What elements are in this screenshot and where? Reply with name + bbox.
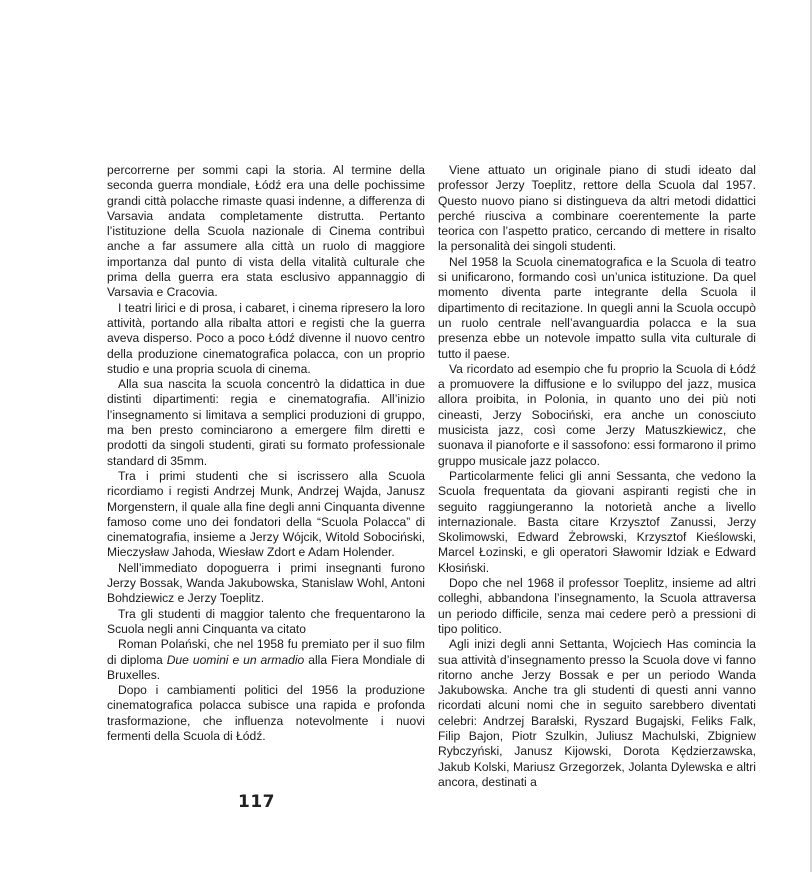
paragraph: Dopo che nel 1968 il professor Toeplitz, insieme ad altri colleghi, abbandona l’insegnamento, la Scuola attraversa un periodo difficile, senza mai cedere però a pressioni di tipo politico.	[438, 576, 756, 636]
left-text-column	[107, 163, 425, 744]
paragraph: Tra i primi studenti che si iscrissero alla Scuola ricordiamo i registi Andrzej Munk, Andrzej Wajda, Janusz Morgenstern, il quale alla fine degli anni Cinquanta divenne famoso come uno dei fondatori della “Scuola Polacca” di cinematografia, insieme a Jerzy Wójcik, Witold Sobociński, Mieczysław Jahoda, Wiesław Zdort e Adam Holender.	[107, 468, 425, 560]
paragraph	[107, 637, 425, 683]
film-title: Due uomini e un armadio	[166, 652, 305, 667]
right-text-column	[438, 163, 756, 790]
paragraph: Va ricordato ad esempio che fu proprio la Scuola di Łódź a promuovere la diffusione e lo sviluppo del jazz, musica allora proibita, in Polonia, in quanto uno dei più noti cineasti, Jerzy Sobociński, era anche un conosciuto musicista jazz, così come Jerzy Matuszkiewicz, che suonava il pianoforte e il sassofono: essi formarono il primo gruppo musicale jazz polacco.	[438, 361, 756, 468]
paragraph-text: Roman Polański, che nel 1958 fu premiato per il suo film di diploma	[107, 637, 425, 667]
paragraph: Tra gli studenti di maggior talento che frequentarono la Scuola negli anni Cinquanta va citato	[107, 606, 425, 636]
paragraph: percorrerne per sommi capi la storia. Al termine della seconda guerra mondiale, Łódź era una delle pochissime grandi città polacche rimaste quasi indenne, a differenza di Varsavia andata completamente distrutta. Pertanto l’istituzione della Scuola nazionale di Cinema contribuì anche a far assumere alla città un ruolo di maggiore importanza dal punto di vista della vitalità culturale che prima della guerra era stata esclusivo appannaggio di Varsavia e Cracovia.	[107, 163, 425, 300]
paragraph: Nell’immediato dopoguerra i primi insegnanti furono Jerzy Bossak, Wanda Jakubowska, Stanislaw Wohl, Antoni Bohdziewicz e Jerzy Toeplitz.	[107, 560, 425, 606]
paragraph: Dopo i cambiamenti politici del 1956 la produzione cinematografica polacca subisce una rapida e profonda trasformazione, che influenza notevolmente i nuovi fermenti della Scuola di Łódź.	[107, 683, 425, 743]
paragraph: Nel 1958 la Scuola cinematografica e la Scuola di teatro si unificarono, formando così un’unica istituzione. Da quel momento diventa parte integrante della Scuola il dipartimento di recitazione. In quegli anni la Scuola occupò un ruolo centrale nell’avanguardia polacca e la sua presenza ebbe un notevole impatto sulla vita culturale di tutto il paese.	[438, 254, 756, 361]
paragraph: I teatri lirici e di prosa, i cabaret, i cinema ripresero la loro attività, portando alla ribalta attori e registi che la guerra aveva disperso. Poco a poco Łódź divenne il nuovo centro della produzione cinematografica polacca, con un proprio studio e una propria scuola di cinema.	[107, 300, 425, 376]
paragraph: Agli inizi degli anni Settanta, Wojciech Has comincia la sua attività d’insegnamento presso la Scuola dove vi fanno ritorno anche Jerzy Bossak e per un periodo Wanda Jakubowska. Anche tra gli studenti di questi anni vanno ricordati alcuni nomi che in seguito sarebbero diventati celebri: Andrzej Barałski, Ryszard Bugajski, Feliks Falk, Filip Bajon, Piotr Szulkin, Juliusz Machulski, Zbigniew Rybczyński, Janusz Kijowski, Dorota Kędzierzawska, Jakub Kolski, Mariusz Grzegorzek, Jolanta Dylewska e altri ancora, destinati a	[438, 637, 756, 789]
paragraph: Viene attuato un originale piano di studi ideato dal professor Jerzy Toeplitz, rettore della Scuola dal 1957. Questo nuovo piano si distingueva da altri metodi didattici perché riusciva a combinare coerentemente la parte teorica con l’aspetto pratico, cercando di mettere in risalto la personalità dei singoli studenti.	[438, 163, 756, 254]
paragraph: Particolarmente felici gli anni Sessanta, che vedono la Scuola frequentata da giovani aspiranti registi che in seguito raggiungeranno la notorietà anche a livello internazionale. Basta citare Krzysztof Zanussi, Jerzy Skolimowski, Edward Żebrowski, Krzysztof Kieślowski, Marcel Łozinski, e gli operatori Sławomir Idziak e Edward Kłosiński.	[438, 468, 756, 575]
paragraph: Alla sua nascita la scuola concentrò la didattica in due distinti dipartimenti: regia e cinematografia. All’inizio l’insegnamento si limitava a semplici produzioni di gruppo, ma ben presto cominciarono a emergere film diretti e prodotti da singoli studenti, girati su formato professionale standard di 35mm.	[107, 377, 425, 468]
paragraph-text: alla Fiera Mondiale di Bruxelles.	[107, 652, 425, 682]
page-number: 117	[238, 792, 275, 812]
